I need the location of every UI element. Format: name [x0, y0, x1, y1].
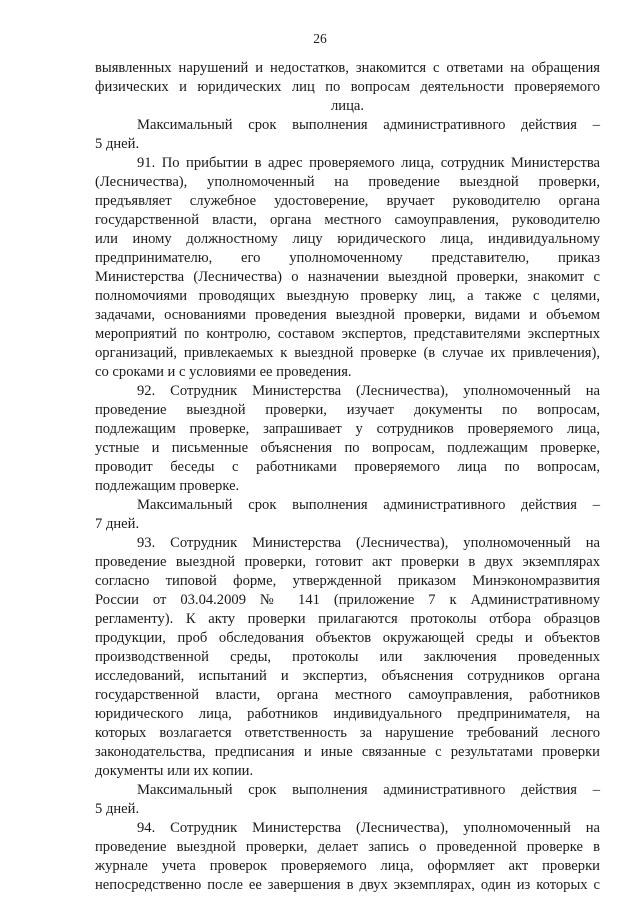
text-line: Максимальный срок выполнения административного действия – [137, 117, 600, 133]
paragraph [95, 59, 600, 116]
text-line: предъявляет служебное удостоверение, вручает руководителю органа [95, 193, 600, 209]
paragraph [95, 819, 600, 895]
text-line: предпринимателю, его уполномоченному представителю, приказ [95, 250, 600, 266]
text-line: непосредственно после ее завершения в двух экземплярах, один из которых с [95, 877, 600, 893]
text-line: или иному должностному лицу юридического лица, индивидуальному [95, 231, 600, 247]
text-line: 93. Сотрудник Министерства (Лесничества), уполномоченный на [137, 535, 600, 551]
paragraph [95, 382, 600, 496]
text-line: (Лесничества), уполномоченный на проведение выездной проверки, [95, 174, 600, 190]
text-line: 7 дней. [95, 516, 140, 532]
page-number: 26 [313, 31, 327, 46]
text-line: проведение выездной проверки, изучает документы по вопросам, [95, 402, 600, 418]
text-line: проводит беседы с работниками проверяемого лица по вопросам, [95, 459, 600, 475]
text-line: производственной среды, протоколы или заключения проведенных [95, 649, 600, 665]
text-line: задачами, основаниями проведения выездной проверки, видами и объемом [95, 307, 600, 323]
text-line: Максимальный срок выполнения административного действия – [137, 497, 600, 513]
text-line: Министерства (Лесничества) о назначении выездной проверки, знакомит с [95, 269, 600, 285]
text-line: мероприятий по контролю, составом экспертов, представителями экспертных [95, 326, 600, 342]
text-line: физических и юридических лиц по вопросам деятельности проверяемого [95, 79, 600, 95]
text-line: устные и письменные объяснения по вопросам, подлежащим проверке, [95, 440, 600, 456]
text-line: журнале учета проверок проверяемого лица, оформляет акт проверки [95, 858, 600, 874]
text-line: России от 03.04.2009 № 141 (приложение 7 к Административному [95, 592, 600, 608]
text-line: Максимальный срок выполнения административного действия – [137, 782, 600, 798]
text-line: организаций, привлекаемых к выездной проверке (в случае их привлечения), [95, 345, 600, 361]
text-line: 92. Сотрудник Министерства (Лесничества), уполномоченный на [137, 383, 600, 399]
text-line: которых возлагается ответственность за нарушение требований лесного [95, 725, 600, 741]
paragraph [95, 496, 600, 534]
paragraph [95, 534, 600, 781]
paragraph [95, 781, 600, 819]
text-line: регламенту). К акту проверки прилагаются протоколы отбора образцов [95, 611, 600, 627]
text-line: проведение выездной проверки, готовит акт проверки в двух экземплярах [95, 554, 600, 570]
text-line: проведение выездной проверки, делает запись о проведенной проверке в [95, 839, 600, 855]
text-line: документы или их копии. [95, 763, 254, 779]
text-line: 5 дней. [95, 801, 140, 817]
text-line: выявленных нарушений и недостатков, знакомится с ответами на обращения [95, 60, 600, 76]
text-line: согласно типовой форме, утвержденной приказом Минэкономразвития [95, 573, 600, 589]
paragraph [95, 154, 600, 382]
text-line: лица. [330, 98, 365, 114]
text-line: юридического лица, работников индивидуального предпринимателя, на [95, 706, 600, 722]
text-line: 91. По прибытии в адрес проверяемого лица, сотрудник Министерства [137, 155, 600, 171]
text-line: 5 дней. [95, 136, 140, 152]
text-line: государственной власти, органа местного самоуправления, работников [95, 687, 600, 703]
text-line: исследований, испытаний и экспертиз, объяснения сотрудников органа [95, 668, 600, 684]
text-line: законодательства, предписания и иные связанные с результатами проверки [95, 744, 600, 760]
text-line: продукции, проб обследования объектов окружающей среды и объектов [95, 630, 600, 646]
text-line: полномочиями проводящих выездную проверку лиц, а также с целями, [95, 288, 600, 304]
text-line: со сроками и с условиями ее проведения. [95, 364, 352, 380]
paragraph [95, 116, 600, 154]
text-line: подлежащим проверке, запрашивает у сотрудников проверяемого лица, [95, 421, 600, 437]
text-line: подлежащим проверке. [95, 478, 240, 494]
document-body [95, 59, 600, 895]
text-line: государственной власти, органа местного самоуправления, руководителю [95, 212, 600, 228]
text-line: 94. Сотрудник Министерства (Лесничества), уполномоченный на [137, 820, 600, 836]
